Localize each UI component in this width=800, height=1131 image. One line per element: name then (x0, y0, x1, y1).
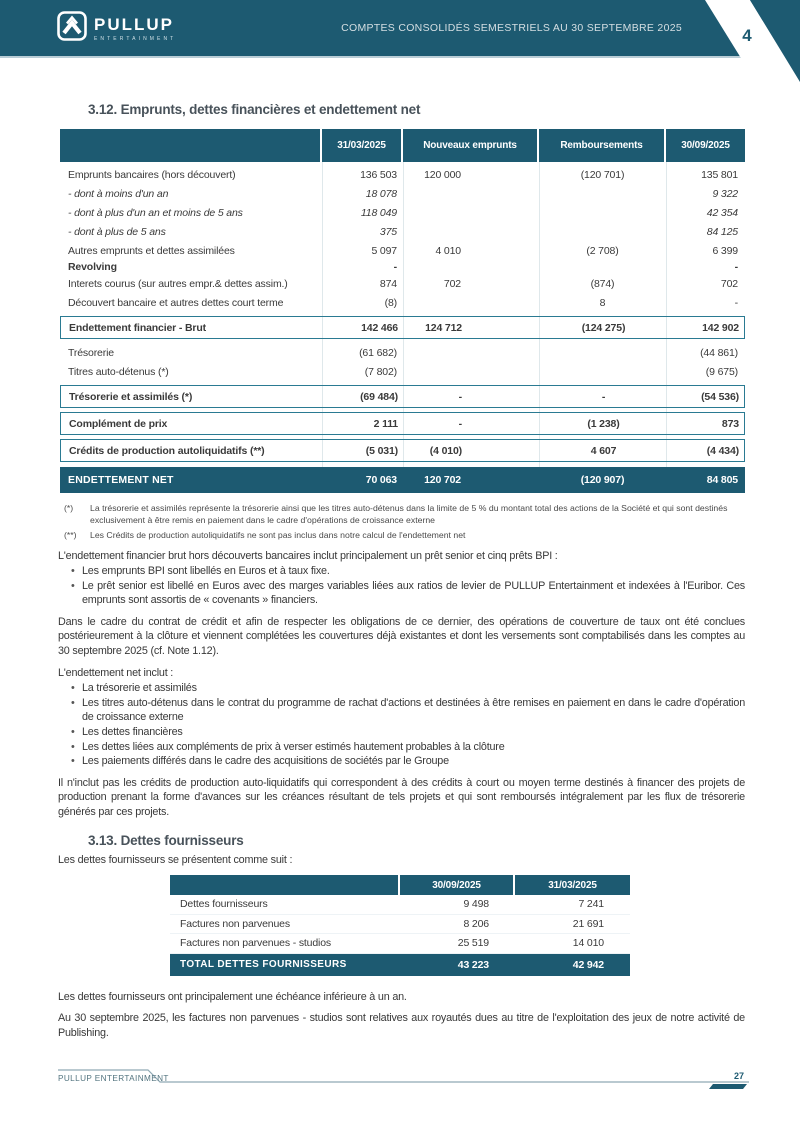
row-label: - dont à moins d'un an (68, 187, 169, 200)
footnotes (60, 503, 745, 542)
row-value: 8 206 (463, 917, 489, 930)
company-logo (57, 11, 176, 46)
row-value: (44 861) (700, 346, 738, 359)
row-value: 375 (379, 225, 397, 238)
row-value: 8 (599, 296, 606, 309)
row-value: 702 (720, 277, 738, 290)
row-value: (9 675) (705, 365, 738, 378)
paragraph-closing-2: Au 30 septembre 2025, les factures non parvenues - studios sont relatives aux royautés dues au titre de l'exploitation des jeux de notre activité de Publishing. (58, 1012, 745, 1039)
bullet-item: • Les dettes liées aux compléments de prix à verser estimés hautement probables à la clôture (58, 740, 745, 755)
row-label: ENDETTEMENT NET (68, 474, 174, 486)
row-value: 702 (443, 277, 461, 290)
footnote (60, 530, 745, 542)
row-value: 9 498 (463, 898, 489, 911)
row-value: 42 354 (706, 206, 738, 219)
paragraph-net-debt-intro: L'endettement net inclut : (58, 666, 174, 679)
suppliers-table-body (170, 895, 630, 976)
row-label: Factures non parvenues - studios (180, 937, 332, 950)
row-value: - (601, 390, 606, 403)
column-header: 31/03/2025 (322, 129, 403, 162)
row-value: - (458, 417, 462, 430)
row-value: (120 907) (580, 474, 625, 486)
row-value: 124 712 (425, 321, 462, 334)
column-header: 31/03/2025 (515, 875, 630, 895)
table-row (60, 203, 745, 222)
row-label: Trésorerie et assimilés (*) (69, 390, 193, 403)
row-label: Dettes fournisseurs (180, 898, 268, 911)
logo-name: PULLUP (94, 14, 174, 34)
footnote-marker: (**) (64, 530, 77, 540)
row-value: 14 010 (572, 937, 604, 950)
footnote-text: La trésorerie et assimilés représente la trésorerie ainsi que les titres auto-détenus dans la limite de 5 % du montant total des actions de la Société et qui sont destinés exclusivement à être remis en paiement dans le cadre d'opérations de croissance externe (90, 503, 728, 525)
row-label: Revolving (68, 261, 117, 273)
row-value: 136 503 (360, 168, 397, 181)
bullet-item: • Les dettes financières (58, 725, 745, 740)
footer-company: PULLUP ENTERTAINMENT (58, 1074, 169, 1083)
row-value: (7 802) (364, 365, 397, 378)
row-value: (120 701) (580, 168, 625, 181)
table-row (60, 165, 745, 184)
section-title-313: 3.13. Dettes fournisseurs (88, 832, 244, 848)
row-label: Trésorerie (68, 346, 114, 359)
row-value: 142 902 (702, 321, 739, 334)
table-row (60, 241, 745, 260)
suppliers-table (170, 875, 630, 976)
row-value: 42 942 (572, 958, 604, 971)
table-row (60, 412, 745, 435)
row-value: 4 010 (435, 244, 461, 257)
row-value: - (734, 296, 738, 309)
footnote (60, 503, 745, 526)
row-value: 142 466 (361, 321, 398, 334)
footer-page-number: 27 (733, 1071, 744, 1081)
row-value: 21 691 (572, 917, 604, 930)
paragraph-closing-1: Les dettes fournisseurs ont principalement une échéance inférieure à un an. (58, 990, 407, 1003)
row-value: 873 (721, 417, 739, 430)
footnote-marker: (*) (64, 503, 74, 513)
table-row (60, 343, 745, 362)
column-header (170, 875, 400, 895)
row-value: 70 063 (365, 474, 397, 486)
paragraph-credit-contract: Dans le cadre du contrat de crédit et afin de respecter les obligations de ce dernier, des opérations de couverture de taux ont été conclues postérieurement à la clôture et viennent complétées les couvertures déjà existantes et dont les versements sont comptabilisés dans les comptes au 30 septembre 2025 (cf. Note 1.12). (58, 615, 745, 658)
row-value: (54 536) (701, 390, 739, 403)
suppliers-table-header (170, 875, 630, 895)
row-value: 118 049 (360, 206, 397, 219)
row-value: 6 399 (712, 244, 738, 257)
row-value: (1 238) (587, 417, 620, 430)
row-value: (8) (384, 296, 397, 309)
row-value: 25 519 (457, 937, 489, 950)
table-row (60, 316, 745, 339)
row-value: (61 682) (359, 346, 397, 359)
row-value: - (734, 261, 738, 273)
row-value: 43 223 (457, 958, 489, 971)
bullet-item: • Les paiements différés dans le cadre des acquisitions de sociétés par le Groupe (58, 754, 745, 769)
row-label: Complément de prix (69, 417, 168, 430)
chevron-logo-icon (57, 11, 87, 46)
row-value: 120 702 (424, 474, 461, 486)
row-value: 84 805 (706, 474, 738, 486)
row-label: Crédits de production autoliquidatifs (**) (69, 444, 265, 457)
row-value: 2 111 (373, 417, 398, 430)
row-value: (5 031) (365, 444, 398, 457)
table-row (60, 184, 745, 203)
row-value: 135 801 (701, 168, 738, 181)
row-value: (69 484) (360, 390, 398, 403)
table-row (60, 274, 745, 293)
debt-table-body (60, 162, 745, 493)
bullet-list-loans (58, 564, 745, 608)
table-row (60, 222, 745, 241)
row-value: (874) (590, 277, 615, 290)
page-footer (55, 1068, 755, 1101)
row-value: 120 000 (424, 168, 461, 181)
bullet-item: • Le prêt senior est libellé en Euros avec des marges variables liées aux ratios de levier de PULLUP Entertainment et indexées à l'Euribor. Ces emprunts sont assortis de « covenants » financiers. (58, 579, 745, 608)
row-label: Emprunts bancaires (hors découvert) (68, 168, 236, 181)
column-header (60, 129, 322, 162)
table-row (60, 467, 745, 493)
table-row (170, 954, 630, 976)
footer-page-marker (709, 1084, 747, 1089)
row-value: 874 (379, 277, 397, 290)
chapter-page-number: 4 (742, 26, 752, 45)
document-title: COMPTES CONSOLIDÉS SEMESTRIELS AU 30 SEPTEMBRE 2025 (341, 22, 682, 34)
table-row (60, 385, 745, 408)
row-value: (124 275) (581, 321, 626, 334)
row-label: Autres emprunts et dettes assimilées (68, 244, 235, 257)
table-row (60, 362, 745, 381)
table-row (60, 439, 745, 462)
table-row (170, 934, 630, 954)
row-label: - dont à plus d'un an et moins de 5 ans (68, 206, 243, 219)
row-value: 5 097 (371, 244, 397, 257)
table-row (60, 260, 745, 274)
row-value: 4 607 (590, 444, 617, 457)
row-label: Découvert bancaire et autres dettes court terme (68, 296, 284, 309)
row-value: - (393, 261, 397, 273)
row-label: Factures non parvenues (180, 917, 290, 930)
row-value: 7 241 (578, 898, 604, 911)
row-value: - (458, 390, 462, 403)
paragraph-debt-intro: L'endettement financier brut hors découverts bancaires inclut principalement un prêt senior et cinq prêts BPI : (58, 549, 558, 562)
row-value: (4 434) (706, 444, 739, 457)
row-label: TOTAL DETTES FOURNISSEURS (180, 959, 347, 971)
column-header: Nouveaux emprunts (403, 129, 539, 162)
row-label: Endettement financier - Brut (69, 321, 206, 334)
debt-table-header (60, 129, 745, 162)
section-title-312: 3.12. Emprunts, dettes financières et endettement net (88, 102, 421, 117)
debt-table (60, 129, 745, 493)
row-label: Interets courus (sur autres empr.& dettes assim.) (68, 277, 288, 290)
table-row (60, 293, 745, 312)
row-value: 9 322 (712, 187, 738, 200)
footnote-text: Les Crédits de production autoliquidatifs ne sont pas inclus dans notre calcul de l'endettement net (90, 530, 466, 540)
corner-decoration (630, 0, 800, 84)
bullet-list-net-debt (58, 681, 745, 769)
row-value: (4 010) (429, 444, 462, 457)
paragraph-suppliers-intro: Les dettes fournisseurs se présentent comme suit : (58, 853, 293, 866)
logo-subtitle: ENTERTAINMENT (94, 35, 177, 42)
row-value: (2 708) (586, 244, 619, 257)
row-label: Titres auto-détenus (*) (68, 365, 169, 378)
row-value: 18 078 (365, 187, 397, 200)
column-header: 30/09/2025 (400, 875, 515, 895)
column-header: 30/09/2025 (666, 129, 745, 162)
bullet-item: • La trésorerie et assimilés (58, 681, 745, 696)
row-label: - dont à plus de 5 ans (68, 225, 166, 238)
logo-wordmark (94, 16, 176, 42)
row-value: 84 125 (706, 225, 738, 238)
column-header: Remboursements (539, 129, 666, 162)
bullet-item: • Les emprunts BPI sont libellés en Euros et à taux fixe. (58, 564, 745, 579)
paragraph-production-credits: Il n'inclut pas les crédits de production auto-liquidatifs qui correspondent à des crédits à court ou moyen terme destinés à financer des projets de production prenant la forme d'avances sur les créances résultant de tels projets et qui sont remboursés intégralement par les flux de trésorerie générés par ces projets. (58, 776, 745, 818)
table-row (170, 895, 630, 915)
page-body (0, 58, 800, 1040)
bullet-item: • Les titres auto-détenus dans le contrat du programme de rachat d'actions et destinées à être remises en paiement en dans le cadre d'opération de croissance externe (58, 696, 745, 725)
table-row (170, 915, 630, 935)
